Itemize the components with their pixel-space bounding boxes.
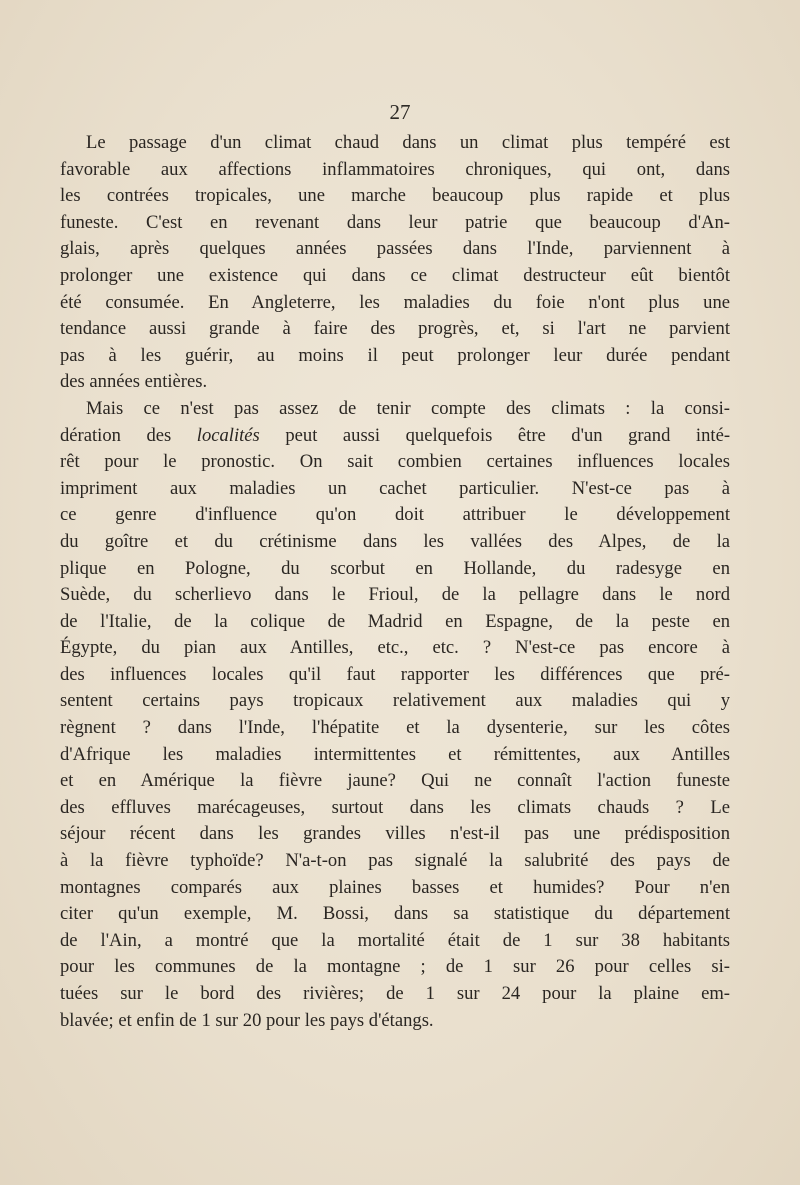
emphasized-word: localités — [196, 424, 260, 446]
text-line: montagnes comparés aux plaines basses et humides? Pour n'en — [60, 876, 730, 898]
text-line: Suède, du scherlievo dans le Frioul, de la pellagre dans le nord — [60, 584, 730, 606]
text-line: règnent ? dans l'Inde, l'hépatite et la dysenterie, sur les côtes — [60, 717, 730, 739]
page-number: 27 — [389, 100, 411, 124]
text-line: les contrées tropicales, une marche beaucoup plus rapide et plus — [60, 185, 730, 207]
text-line: pas à les guérir, au moins il peut prolonger leur durée pendant — [60, 344, 730, 366]
text-line: à la fièvre typhoïde? N'a-t-on pas signalé la salubrité des pays de — [60, 850, 730, 872]
text-line: de l'Ain, a montré que la mortalité était de 1 sur 38 habitants — [60, 929, 730, 951]
paragraph-1 — [60, 130, 730, 396]
text-line: des années entières. — [60, 371, 208, 393]
text-line: d'Afrique les maladies intermittentes et rémittentes, aux Antilles — [60, 743, 730, 765]
text-line: sentent certains pays tropicaux relativement aux maladies qui y — [60, 690, 730, 712]
text-line: Égypte, du pian aux Antilles, etc., etc. ? N'est-ce pas encore à — [60, 637, 730, 659]
text-line: citer qu'un exemple, M. Bossi, dans sa statistique du département — [60, 903, 730, 925]
text-line: du goître et du crétinisme dans les vallées des Alpes, de la — [60, 530, 730, 552]
text-line: impriment aux maladies un cachet particulier. N'est-ce pas à — [60, 477, 730, 499]
text-line: été consumée. En Angleterre, les maladies du foie n'ont plus une — [60, 291, 730, 313]
text-line: rêt pour le pronostic. On sait combien certaines influences locales — [60, 451, 730, 473]
text-line: plique en Pologne, du scorbut en Hollande, du radesyge en — [60, 557, 730, 579]
text-segment: dération des — [60, 424, 172, 446]
text-line: de l'Italie, de la colique de Madrid en Espagne, de la peste en — [60, 610, 730, 632]
text-line: funeste. C'est en revenant dans leur patrie que beaucoup d'An- — [60, 211, 730, 233]
text-line: ce genre d'influence qu'on doit attribuer le développement — [60, 504, 730, 526]
text-segment: peut aussi quelquefois être d'un grand inté- — [285, 424, 731, 446]
text-line: blavée; et enfin de 1 sur 20 pour les pays d'étangs. — [60, 1009, 434, 1031]
text-line: des influences locales qu'il faut rapporter les différences que pré- — [60, 663, 730, 685]
text-line: et en Amérique la fièvre jaune? Qui ne connaît l'action funeste — [60, 770, 730, 792]
text-line-mixed — [60, 423, 730, 450]
body-text — [60, 130, 730, 1034]
text-line: tuées sur le bord des rivières; de 1 sur 24 pour la plaine em- — [60, 983, 730, 1004]
text-line: des effluves marécageuses, surtout dans les climats chauds ? Le — [60, 796, 730, 818]
text-line: Mais ce n'est pas assez de tenir compte des climats : la consi- — [86, 397, 730, 419]
text-line: prolonger une existence qui dans ce climat destructeur eût bientôt — [60, 264, 730, 286]
paragraph-2 — [60, 396, 730, 1034]
text-line: favorable aux affections inflammatoires chroniques, qui ont, dans — [60, 158, 730, 180]
text-line: Le passage d'un climat chaud dans un climat plus tempéré est — [86, 132, 730, 153]
text-line: pour les communes de la montagne ; de 1 sur 26 pour celles si- — [60, 956, 730, 978]
text-line: glais, après quelques années passées dans l'Inde, parviennent à — [60, 238, 730, 260]
text-line: tendance aussi grande à faire des progrès, et, si l'art ne parvient — [60, 318, 730, 340]
text-line: séjour récent dans les grandes villes n'est-il pas une prédisposition — [60, 823, 730, 845]
